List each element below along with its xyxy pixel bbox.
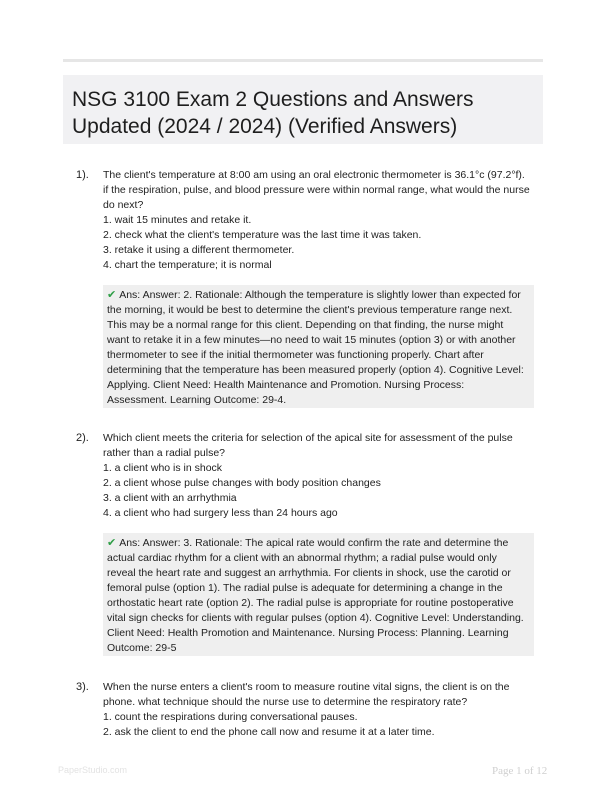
page-number: Page 1 of 12 [492,765,548,777]
option-1: 1. a client who is in shock [103,462,223,474]
answer-line: Assessment. Learning Outcome: 29-4. [107,394,287,406]
question-body [103,431,535,521]
question-text-line: The client's temperature at 8:00 am using an oral electronic thermometer is 36.1°c (97.2°f). [103,169,525,181]
question-text-line: do next? [103,199,144,211]
answer-line: the morning, it would be best to determine the client's previous temperature range next. [107,304,513,316]
answer-line: ✔ Ans: Answer: 2. Rationale: Although the temperature is slightly lower than expected for [107,289,521,301]
answer-line: ✔ Ans: Answer: 3. Rationale: The apical rate would confirm the rate and determine the [107,537,509,549]
answer-line: reveal the heart rate and suggest an arrhythmia. For clients in shock, use the carotid or [107,567,511,579]
question-text-line: rather than a radial pulse? [103,447,225,459]
option-1: 1. wait 15 minutes and retake it. [103,214,252,226]
answer-box-2 [103,533,534,656]
option-4: 4. chart the temperature; it is normal [103,259,272,271]
top-divider [63,59,543,62]
question-number: 3). [76,681,89,693]
answer-line: determining that the temperature has been measured properly (option 4). Cognitive Level: [107,364,524,376]
option-2: 2. a client whose pulse changes with body position changes [103,477,381,489]
question-number: 2). [76,432,89,444]
document-title-line-2: Updated (2024 / 2024) (Verified Answers) [72,115,458,138]
question-body [103,680,535,740]
question-number: 1). [76,169,89,181]
option-3: 3. retake it using a different thermometer. [103,244,295,256]
check-icon: ✔ [107,289,117,301]
answer-line: orthostatic heart rate (option 2). The radial pulse is appropriate for routine postoperative [107,597,514,609]
option-2: 2. check what the client's temperature was the last time it was taken. [103,229,422,241]
footer-watermark: PaperStudio.com [58,765,128,775]
answer-line: want to retake it in a few minutes—no need to wait 15 minutes (option 3) or with another [107,334,516,346]
document-title-box [63,75,543,144]
answer-line: thermometer to see if the initial thermometer was functioning properly. Chart after [107,349,484,361]
answer-box-1 [103,285,534,408]
check-icon: ✔ [107,537,117,549]
answer-line: Outcome: 29-5 [107,642,177,654]
option-3: 3. a client with an arrhythmia [103,492,237,504]
question-body [103,168,535,273]
answer-line: actual cardiac rhythm for a client with an abnormal rhythm; a radial pulse would only [107,552,497,564]
question-text-line: When the nurse enters a client's room to measure routine vital signs, the client is on the [103,681,510,693]
option-2: 2. ask the client to end the phone call now and resume it at a later time. [103,726,435,738]
question-text-line: Which client meets the criteria for selection of the apical site for assessment of the pulse [103,432,513,444]
question-text-line: if the respiration, pulse, and blood pressure were within normal range, what would the nurse [103,184,530,196]
question-text-line: phone. what technique should the nurse use to determine the respiratory rate? [103,696,468,708]
answer-line: Client Need: Health Promotion and Maintenance. Nursing Process: Planning. Learning [107,627,509,639]
option-1: 1. count the respirations during conversational pauses. [103,711,358,723]
option-4: 4. a client who had surgery less than 24 hours ago [103,507,338,519]
document-title-line-1: NSG 3100 Exam 2 Questions and Answers [72,88,474,111]
answer-line: Applying. Client Need: Health Maintenance and Promotion. Nursing Process: [107,379,465,391]
answer-line: This may be a normal range for this client. Depending on that finding, the nurse might [107,319,504,331]
answer-line: femoral pulse (option 1). The radial pulse is adequate for determining a change in the [107,582,503,594]
answer-line: vital sign checks for clients with regular pulses (option 4). Cognitive Level: Understanding. [107,612,524,624]
